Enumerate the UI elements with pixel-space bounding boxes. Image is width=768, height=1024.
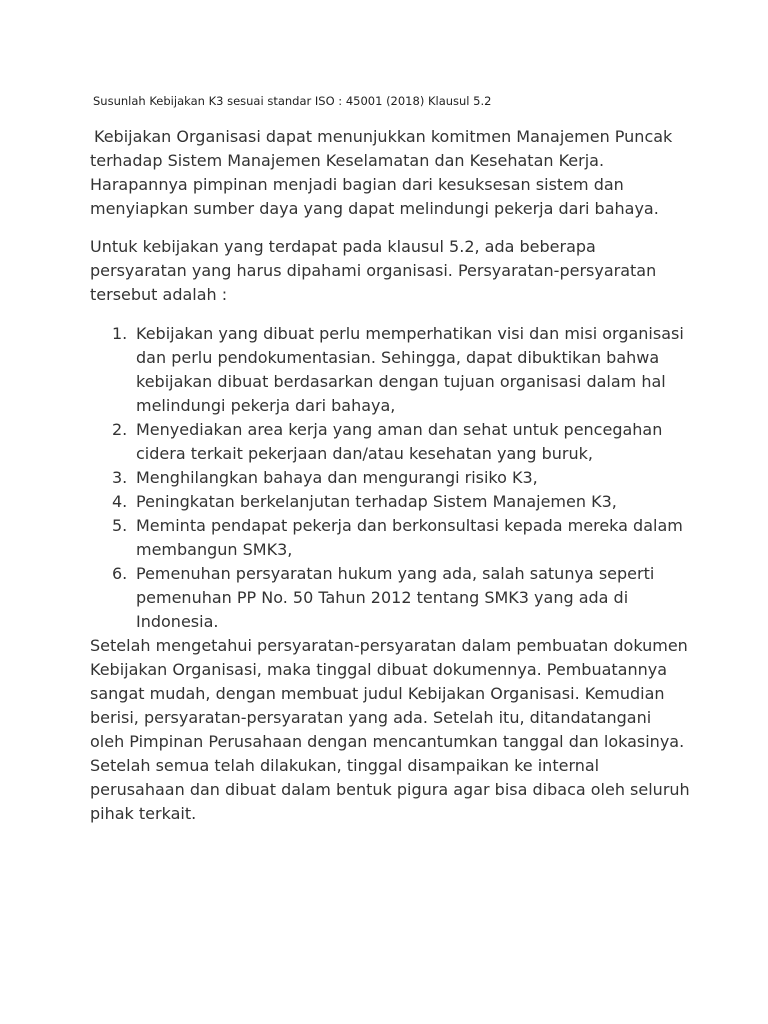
list-item — [90, 466, 690, 490]
list-item — [90, 418, 690, 466]
document-body — [90, 125, 690, 826]
list-item-number: 4. — [112, 492, 128, 511]
requirements-list — [90, 322, 690, 634]
list-item-text: Peningkatan berkelanjutan terhadap Sistem Manajemen K3, — [136, 492, 617, 511]
list-item-text: Menghilangkan bahaya dan mengurangi risiko K3, — [136, 468, 538, 487]
paragraph-intro: Kebijakan Organisasi dapat menunjukkan komitmen Manajemen Puncak terhadap Sistem Manajemen Keselamatan dan Kesehatan Kerja. Harapannya pimpinan menjadi bagian dari kesuksesan sistem dan menyiapkan sumber daya yang dapat melindungi pekerja dari bahaya. — [90, 127, 673, 218]
list-item — [90, 562, 690, 634]
list-item-text: Pemenuhan persyaratan hukum yang ada, salah satunya seperti pemenuhan PP No. 50 Tahun 2012 tentang SMK3 yang ada di Indonesia. — [136, 564, 655, 631]
list-item-text: Kebijakan yang dibuat perlu memperhatikan visi dan misi organisasi dan perlu pendokumentasian. Sehingga, dapat dibuktikan bahwa kebijakan dibuat berdasarkan dengan tujuan organisasi dalam hal melindungi pekerja dari bahaya, — [136, 324, 684, 415]
list-item-text: Meminta pendapat pekerja dan berkonsultasi kepada mereka dalam membangun SMK3, — [136, 516, 683, 559]
list-item-number: 3. — [112, 468, 128, 487]
list-item-number: 1. — [112, 324, 128, 343]
list-item — [90, 322, 690, 418]
list-item — [90, 514, 690, 562]
paragraph-closing: Setelah mengetahui persyaratan-persyaratan dalam pembuatan dokumen Kebijakan Organisasi, maka tinggal dibuat dokumennya. Pembuatannya sangat mudah, dengan membuat judul Kebijakan Organisasi. Kemudian berisi, persyaratan-persyaratan yang ada. Setelah itu, ditandatangani oleh Pimpinan Perusahaan dengan mencantumkan tanggal dan lokasinya. Setelah semua telah dilakukan, tinggal disampaikan ke internal perusahaan dan dibuat dalam bentuk pigura agar bisa dibaca oleh seluruh pihak terkait. — [90, 636, 690, 823]
list-item-number: 5. — [112, 516, 128, 535]
list-item — [90, 490, 690, 514]
list-item-number: 2. — [112, 420, 128, 439]
list-item-text: Menyediakan area kerja yang aman dan sehat untuk pencegahan cidera terkait pekerjaan dan/atau kesehatan yang buruk, — [136, 420, 663, 463]
document-heading: Susunlah Kebijakan K3 sesuai standar ISO : 45001 (2018) Klausul 5.2 — [93, 94, 492, 108]
paragraph-requirements-intro: Untuk kebijakan yang terdapat pada klausul 5.2, ada beberapa persyaratan yang harus dipahami organisasi. Persyaratan-persyaratan tersebut adalah : — [90, 237, 657, 304]
list-item-number: 6. — [112, 564, 128, 583]
